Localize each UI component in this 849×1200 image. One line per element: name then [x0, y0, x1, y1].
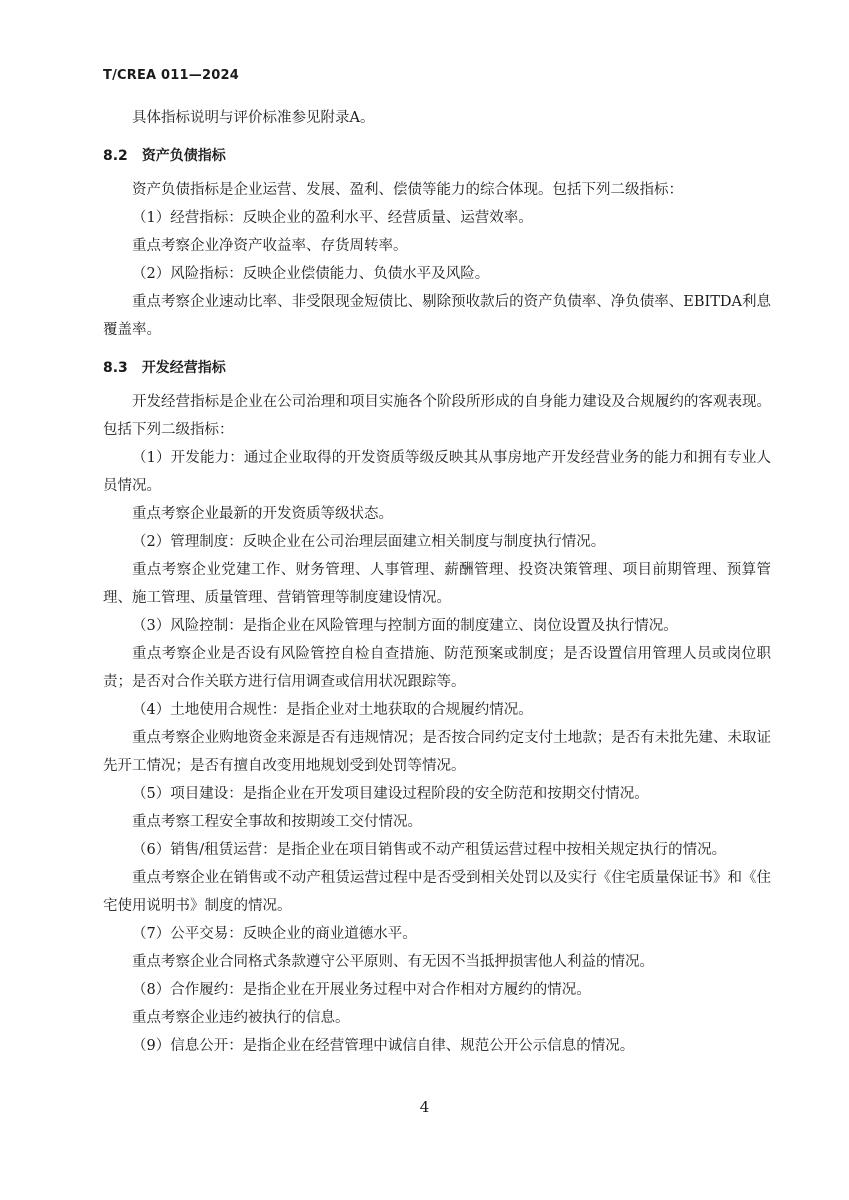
- paragraph: （2）风险指标：反映企业偿债能力、负债水平及风险。: [132, 266, 490, 282]
- section-title: 开发经营指标: [141, 360, 226, 376]
- paragraph: （1）开发能力：通过企业取得的开发资质等级反映其从事房地产开发经营业务的能力和拥有专业人员情况。: [103, 450, 771, 494]
- paragraph: 重点考察企业党建工作、财务管理、人事管理、薪酬管理、投资决策管理、项目前期管理、预算管理、施工管理、质量管理、营销管理等制度建设情况。: [103, 562, 771, 606]
- paragraph: 重点考察企业合同格式条款遵守公平原则、有无因不当抵押损害他人利益的情况。: [132, 954, 654, 970]
- paragraph: 资产负债指标是企业运营、发展、盈利、偿债等能力的综合体现。包括下列二级指标：: [132, 182, 683, 198]
- section-number: 8.3: [103, 360, 128, 376]
- paragraph: 重点考察企业速动比率、非受限现金短债比、剔除预收款后的资产负债率、净负债率、EBITDA利息覆盖率。: [103, 294, 771, 338]
- paragraph: （6）销售/租赁运营：是指企业在项目销售或不动产租赁运营过程中按相关规定执行的情况。: [132, 842, 727, 858]
- document-id: T/CREA 011—2024: [103, 68, 239, 83]
- intro-paragraph: 具体指标说明与评价标准参见附录A。: [132, 110, 375, 126]
- paragraph: 重点考察企业违约被执行的信息。: [132, 1010, 350, 1026]
- paragraph: 重点考察企业净资产收益率、存货周转率。: [132, 238, 408, 254]
- paragraph: （4）土地使用合规性：是指企业对土地获取的合规履约情况。: [132, 702, 533, 718]
- section-title: 资产负债指标: [141, 148, 226, 164]
- paragraph: （2）管理制度：反映企业在公司治理层面建立相关制度与制度执行情况。: [132, 534, 606, 550]
- page-number: 4: [419, 1098, 430, 1116]
- paragraph: 重点考察企业购地资金来源是否有违规情况；是否按合同约定支付土地款；是否有未批先建、未取证先开工情况；是否有擅自改变用地规划受到处罚等情况。: [103, 730, 771, 774]
- paragraph: 重点考察企业在销售或不动产租赁运营过程中是否受到相关处罚以及实行《住宅质量保证书》和《住宅使用说明书》制度的情况。: [103, 870, 771, 914]
- paragraph: （3）风险控制：是指企业在风险管理与控制方面的制度建立、岗位设置及执行情况。: [132, 618, 678, 634]
- paragraph: 开发经营指标是企业在公司治理和项目实施各个阶段所形成的自身能力建设及合规履约的客观表现。包括下列二级指标：: [103, 394, 771, 438]
- section-number: 8.2: [103, 148, 128, 164]
- paragraph: 重点考察企业最新的开发资质等级状态。: [132, 506, 393, 522]
- paragraph: 重点考察企业是否设有风险管控自检自查措施、防范预案或制度；是否设置信用管理人员或岗位职责；是否对合作关联方进行信用调查或信用状况跟踪等。: [103, 646, 771, 690]
- section-8-2-heading: [103, 142, 771, 170]
- paragraph: （8）合作履约：是指企业在开展业务过程中对合作相对方履约的情况。: [132, 982, 591, 998]
- paragraph: 重点考察工程安全事故和按期竣工交付情况。: [132, 814, 422, 830]
- document-body: [103, 104, 771, 1060]
- paragraph: （5）项目建设：是指企业在开发项目建设过程阶段的安全防范和按期交付情况。: [132, 786, 649, 802]
- paragraph: （9）信息公开：是指企业在经营管理中诚信自律、规范公开公示信息的情况。: [132, 1038, 635, 1054]
- paragraph: （7）公平交易：反映企业的商业道德水平。: [132, 926, 417, 942]
- section-8-3-heading: [103, 354, 771, 382]
- paragraph: （1）经营指标：反映企业的盈利水平、经营质量、运营效率。: [132, 210, 533, 226]
